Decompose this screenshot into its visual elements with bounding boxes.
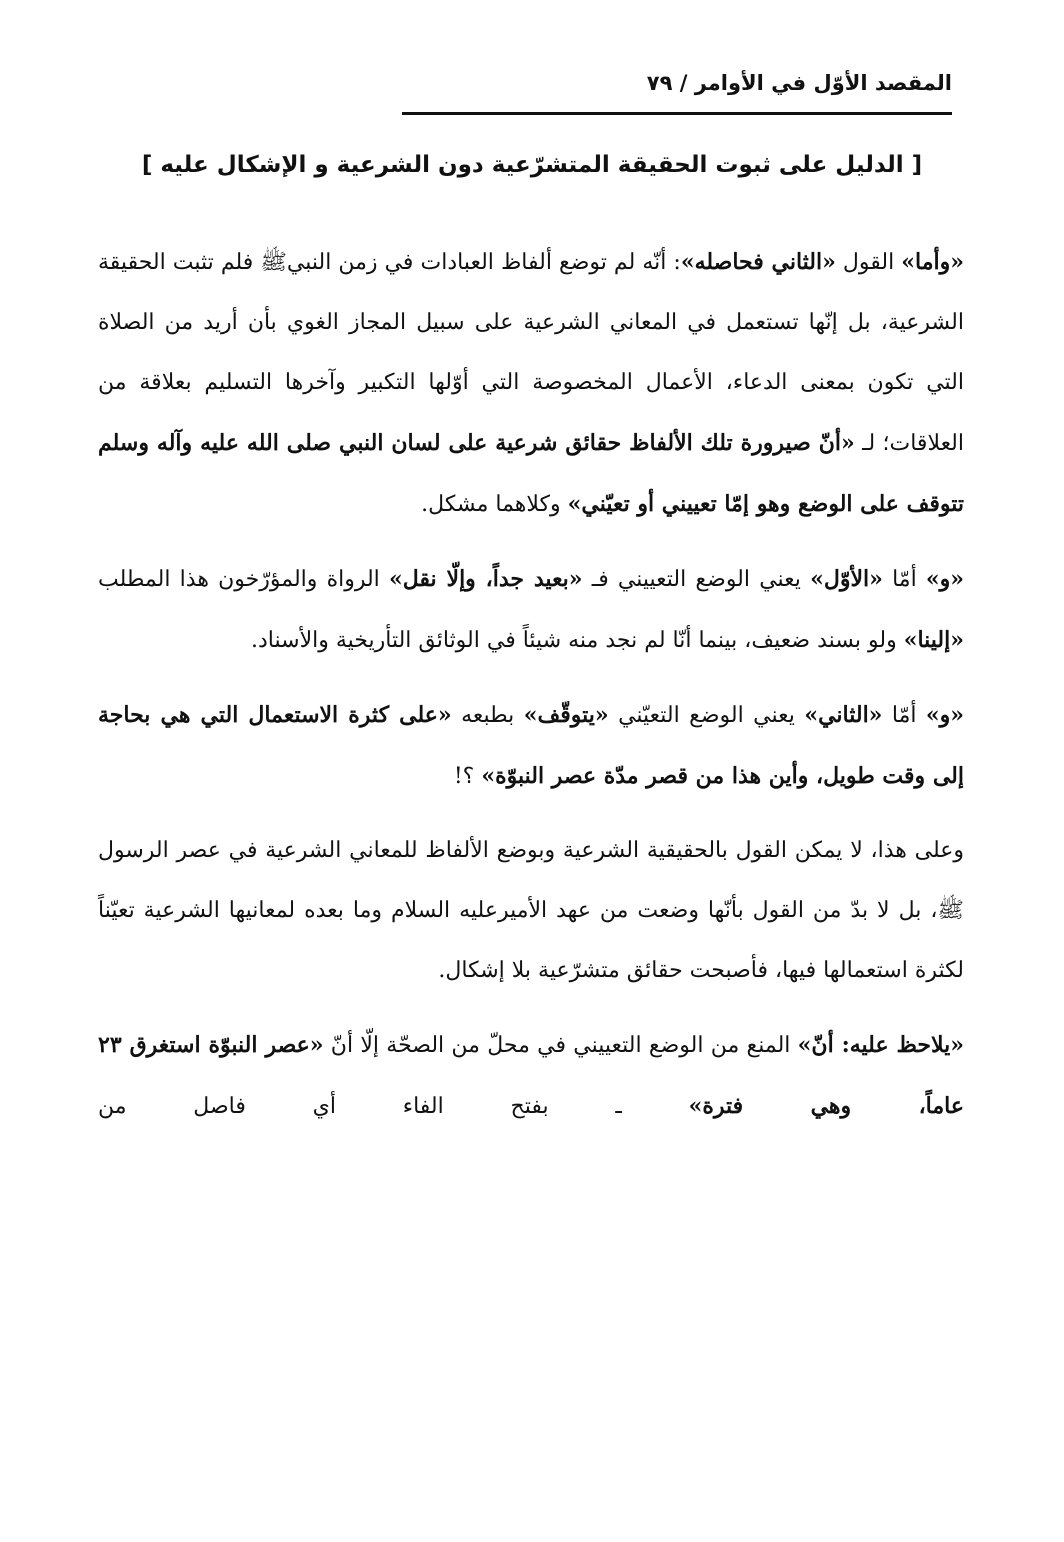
text-segment: أمّا (882, 703, 926, 728)
bold-text-segment: «و» (925, 566, 965, 592)
section-title: [ الدليل على ثبوت الحقيقة المتشرّعية دون الشرعية و الإشكال عليه ] (141, 152, 923, 178)
paragraph-2 (98, 549, 964, 671)
text-segment: يعني الوضع التعيّني (608, 703, 805, 728)
bold-text-segment: «وأما» (901, 249, 964, 275)
running-header: المقصد الأوّل في الأوامر / ٧٩ (646, 71, 952, 95)
bold-text-segment: «الثاني فحاصله» (680, 249, 836, 275)
text-segment: أمّا (882, 567, 926, 592)
bold-text-segment: «أنّ صيرورة تلك الألفاظ حقائق شرعية على لسان النبي صلى الله عليه وآله وسلم تتوقف على الوضع وهو إمّا تعييني أو تعيّني» (98, 430, 964, 517)
bold-text-segment: «إلينا» (903, 627, 964, 653)
text-segment: الرواة والمؤرّخون هذا المطلب (98, 567, 389, 592)
text-segment: بطبعه (451, 703, 524, 728)
text-segment: وكلاهما مشكل. (421, 492, 568, 517)
bold-text-segment: «يلاحظ عليه: أنّ» (797, 1032, 964, 1058)
bold-text-segment: «الأوّل» (810, 566, 883, 592)
text-segment: ؟! (453, 764, 482, 789)
text-segment: القول (835, 250, 902, 275)
bold-text-segment: «و» (925, 702, 965, 728)
text-segment: وعلى هذا، لا يمكن القول بالحقيقية الشرعية وبوضع الألفاظ للمعاني الشرعية في عصر الرسول ﷺ، بل لا بدّ من القول بأنّها وضعت من عهد الأميرعليه السلام وما بعده لمعانيها الشرعية تعيّناً لكثرة استعمالها فيها، فأصبحت حقائق متشرّعية بلا إشكال. (98, 838, 964, 983)
paragraph-3 (98, 685, 964, 807)
text-segment: ـ بفتح الفاء أي فاصل من (98, 1094, 689, 1119)
bold-text-segment: «عصر النبوّة استغرق ٢٣ عاماً، وهي فترة» (98, 1032, 964, 1119)
bold-text-segment: «على كثرة الاستعمال التي هي بحاجة إلى وقت طويل، وأين هذا من قصر مدّة عصر النبوّة» (98, 702, 964, 789)
paragraph-5 (98, 1015, 964, 1137)
text-segment: المنع من الوضع التعييني في محلّ من الصحّة إلّا أنّ (323, 1033, 798, 1058)
paragraph-1 (98, 232, 964, 535)
paragraph-4 (98, 821, 964, 1001)
text-segment: ولو بسند ضعيف، بينما أنّا لم نجد منه شيئاً في الوثائق التأريخية والأسناد. (251, 628, 904, 653)
body-text (98, 232, 964, 1151)
text-segment: : أنّه لم توضع ألفاظ العبادات في زمن النبيﷺ فلم تثبت الحقيقة الشرعية، بل إنّها تستعمل في المعاني الشرعية على سبيل المجاز الغوي بأن أريد من الصلاة التي تكون بمعنى الدعاء، الأعمال المخصوصة التي أوّلها التكبير وآخرها التسليم بعلاقة من العلاقات؛ لـ (98, 250, 964, 456)
bold-text-segment: «الثاني» (804, 702, 883, 728)
text-segment: يعني الوضع التعييني فـ (582, 567, 811, 592)
bold-text-segment: «يتوقّف» (523, 702, 609, 728)
header-rule (402, 112, 952, 115)
bold-text-segment: «بعيد جداً، وإلّا نقل» (389, 566, 583, 592)
